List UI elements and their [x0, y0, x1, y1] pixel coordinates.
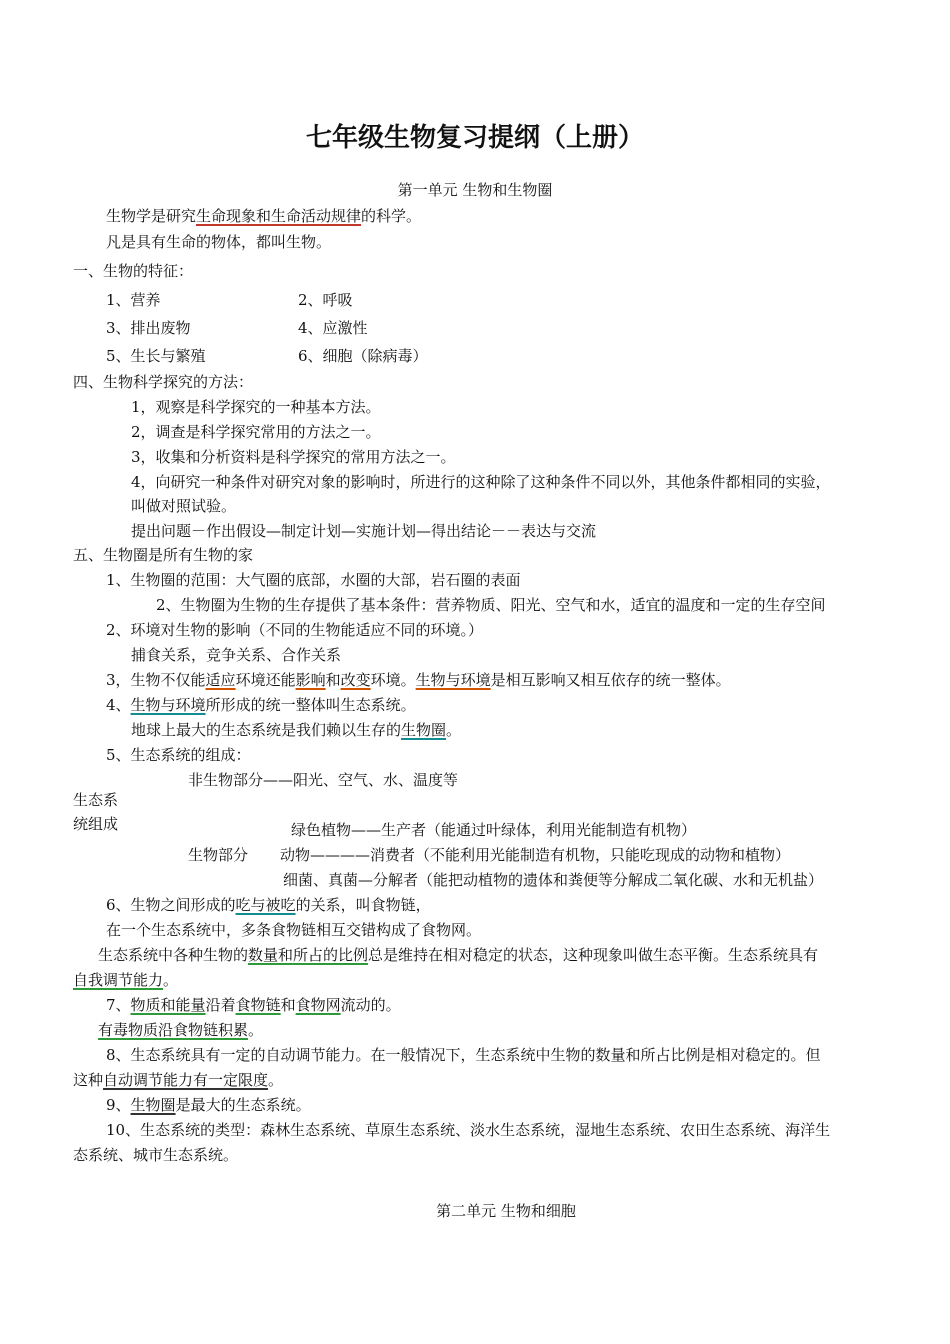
unit2-heading: 第二单元 生物和细胞 [436, 1202, 576, 1220]
biosphere-item-8: 8、生态系统具有一定的自动调节能力。在一般情况下，生态系统中生物的数量和所占比例是相对稳定的。但 [106, 1046, 821, 1064]
text: 。 [248, 1021, 264, 1039]
text: 所形成的统一整体叫生态系统。 [205, 696, 416, 714]
biosphere-item: 2、环境对生物的影响（不同的生物能适应不同的环境。） [106, 621, 484, 639]
biosphere-item: 2、生物圈为生物的生存提供了基本条件：营养物质、阳光、空气和水，适宜的温度和一定的生存空间 [156, 596, 826, 614]
method-item: 2，调查是科学探究常用的方法之一。 [131, 423, 381, 441]
non-biological-part: 非生物部分——阳光、空气、水、温度等 [188, 771, 459, 789]
biosphere-item-4 [106, 696, 416, 714]
text: 和 [325, 671, 341, 689]
relations-line: 捕食关系，竞争关系、合作关系 [131, 646, 342, 664]
underlined-term: 影响 [295, 671, 326, 689]
unit1-heading: 第一单元 生物和生物圈 [397, 181, 553, 199]
text: 生态系统中各种生物的 [98, 946, 249, 964]
underlined-term: 物质和能量 [130, 996, 206, 1014]
text: 4、 [106, 696, 131, 714]
underlined-term: 生物圈 [130, 1096, 176, 1114]
text: 是相互影响又相互依存的统一整体。 [490, 671, 731, 689]
text: 。 [163, 971, 179, 989]
toxic-accumulation-line [98, 1021, 263, 1039]
biosphere-item-5: 5、生态系统的组成： [106, 746, 251, 764]
producer-line: 绿色植物——生产者（能通过叶绿体，利用光能制造有机物） [291, 821, 697, 839]
feature-item: 4、应激性 [298, 319, 368, 337]
biosphere-item-10: 10、生态系统的类型：森林生态系统、草原生态系统、淡水生态系统，湿地生态系统、农田生态系统、海洋生 [106, 1121, 831, 1139]
text: 是最大的生态系统。 [175, 1096, 311, 1114]
feature-item: 3、排出废物 [106, 319, 191, 337]
text: 。 [446, 721, 462, 739]
biosphere-item-8-cont [73, 1071, 283, 1089]
decomposer-line: 细菌、真菌—分解者（能把动植物的遗体和粪便等分解成二氧化碳、水和无机盐） [283, 871, 824, 889]
document-title: 七年级生物复习提纲（上册） [305, 123, 644, 153]
underlined-term: 数量和所占的比例 [248, 946, 369, 964]
underlined-term: 生物与环境 [415, 671, 491, 689]
text: 这种 [73, 1071, 104, 1089]
feature-item: 1、营养 [106, 291, 161, 309]
ecosystem-label: 统组成 [73, 815, 119, 833]
section-4-heading: 四、生物科学探究的方法： [73, 373, 254, 391]
underlined-term: 改变 [340, 671, 371, 689]
underlined-term: 生物与环境 [130, 696, 206, 714]
method-item: 4，向研究一种条件对研究对象的影响时，所进行的这种除了这种条件不同以外，其他条件都相同的实验， [131, 473, 831, 491]
underlined-term: 食物链 [235, 996, 281, 1014]
text: 6、生物之间形成的 [106, 896, 236, 914]
largest-ecosystem-line [131, 721, 461, 739]
text: 7、 [106, 996, 131, 1014]
underlined-term: 适应 [205, 671, 236, 689]
text: 的科学。 [361, 207, 422, 225]
biosphere-item-3 [106, 671, 731, 689]
section-5-heading: 五、生物圈是所有生物的家 [73, 546, 254, 564]
underlined-term: 吃与被吃 [235, 896, 296, 914]
inquiry-steps: 提出问题－作出假设—制定计划—实施计划—得出结论－－表达与交流 [131, 522, 597, 540]
text: 总是维持在相对稳定的状态，这种现象叫做生态平衡。生态系统具有 [368, 946, 819, 964]
method-item: 3，收集和分析资料是科学探究的常用方法之一。 [131, 448, 456, 466]
text: 生物学是研究 [106, 207, 197, 225]
biosphere-item-6 [106, 896, 431, 914]
food-web-line: 在一个生态系统中，多条食物链相互交错构成了食物网。 [106, 921, 482, 939]
method-item-cont: 叫做对照试验。 [131, 497, 237, 515]
feature-item: 6、细胞（除病毒） [298, 347, 428, 365]
feature-item: 2、呼吸 [298, 291, 353, 309]
text: 和 [280, 996, 296, 1014]
biosphere-item-9 [106, 1096, 311, 1114]
consumer-line: 动物————消费者（不能利用光能制造有机物，只能吃现成的动物和植物） [280, 846, 791, 864]
underlined-term: 自我调节能力 [73, 971, 164, 989]
balance-line [98, 946, 818, 964]
text: 沿着 [205, 996, 236, 1014]
text: 的关系，叫食物链， [295, 896, 431, 914]
text: 环境还能 [235, 671, 296, 689]
text: 流动的。 [340, 996, 401, 1014]
balance-line-cont [73, 971, 178, 989]
biosphere-item: 1、生物圈的范围：大气圈的底部，水圈的大部，岩石圈的表面 [106, 571, 521, 589]
underlined-term: 自动调节能力有一定限度 [103, 1071, 269, 1089]
underlined-term: 生命现象和生命活动规律 [196, 207, 362, 225]
section-1-heading: 一、生物的特征： [73, 262, 194, 280]
biosphere-item-7 [106, 996, 401, 1014]
underlined-term: 食物网 [295, 996, 341, 1014]
underlined-term: 有毒物质沿食物链积累 [98, 1021, 249, 1039]
ecosystem-label: 生态系 [73, 791, 119, 809]
text: 3，生物不仅能 [106, 671, 206, 689]
intro-line-2: 凡是具有生命的物体，都叫生物。 [106, 233, 332, 251]
text: 9、 [106, 1096, 131, 1114]
text: 环境。 [370, 671, 416, 689]
text: 地球上最大的生态系统是我们赖以生存的 [131, 721, 402, 739]
biosphere-item-10-cont: 态系统、城市生态系统。 [73, 1146, 239, 1164]
feature-item: 5、生长与繁殖 [106, 347, 206, 365]
method-item: 1，观察是科学探究的一种基本方法。 [131, 398, 381, 416]
text: 。 [268, 1071, 284, 1089]
underlined-term: 生物圈 [401, 721, 447, 739]
biological-part-label: 生物部分 [188, 846, 249, 864]
intro-line-1 [106, 207, 421, 225]
